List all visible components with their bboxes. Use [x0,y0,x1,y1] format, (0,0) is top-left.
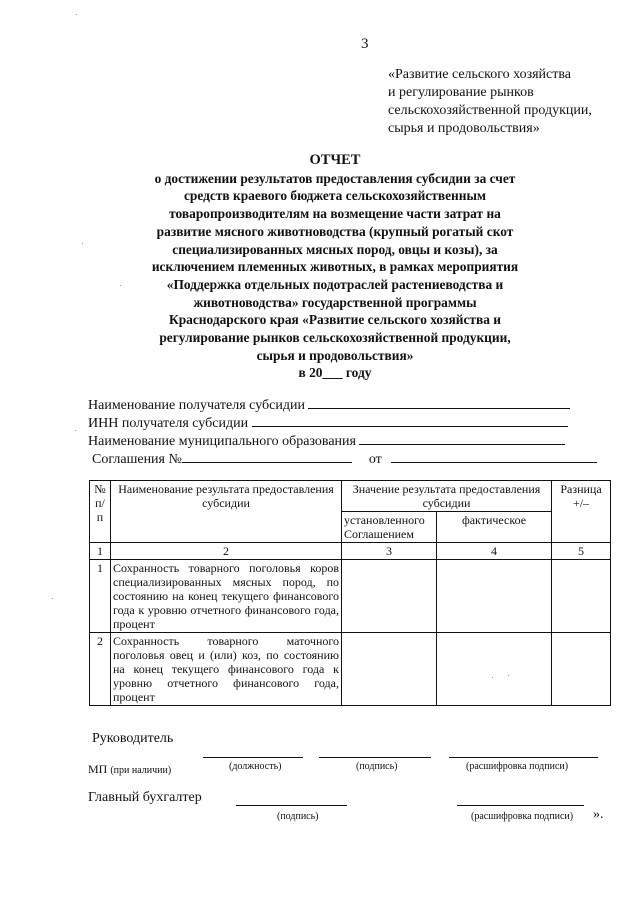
subtitle-line: «Поддержка отдельных подотраслей растениеводства и [166,276,504,292]
stamp-block [88,762,171,777]
municipality-row [88,431,597,449]
header-value: Значение результата предоставления субсидии [342,481,552,512]
header-result-name: Наименование результата предоставления субсидии [111,481,342,543]
decoding-caption: (расшифровка подписи) [466,761,569,772]
row-diff-cell[interactable] [552,633,611,706]
results-table [89,480,611,706]
column-number: 4 [437,543,552,560]
stamp-label: МП [88,762,108,776]
document-title: ОТЧЕТ [309,152,361,168]
subtitle-line: Краснодарского края «Развитие сельского хозяйства и [169,312,501,328]
scan-speck [120,285,121,286]
recipient-fields [88,395,597,467]
chief-accountant-label: Главный бухгалтер [88,790,202,805]
position-caption: (должность) [229,761,282,772]
column-number: 3 [342,543,437,560]
row-result-name: Сохранность товарного маточного поголовья овец и (или) коз, по состоянию на конец текущего финансового года к уровню отчетного финансового года, процент [111,633,342,706]
accountant-decoding-line[interactable] [457,805,584,806]
recipient-inn-row [88,413,597,431]
table-row [90,633,611,706]
header-planned: установленного Соглашением [342,512,437,543]
signature-caption: (подпись) [356,761,398,772]
column-number: 2 [111,543,342,560]
subtitle-line: средств краевого бюджета сельскохозяйственным [183,188,487,204]
decoding-line[interactable] [449,757,598,758]
row-actual-cell[interactable] [437,560,552,633]
recipient-inn-label: ИНН получателя субсидии [88,416,249,431]
row-actual-cell[interactable] [437,633,552,706]
header-actual: фактическое [437,512,552,543]
scan-speck [82,243,83,244]
scan-speck [75,430,76,431]
recipient-name-row [88,395,597,413]
recipient-name-blank[interactable] [308,395,570,409]
program-reference [388,66,592,138]
subtitle-line: исключением племенных животных, в рамках мероприятия [151,259,519,275]
accountant-signature-caption: (подпись) [277,811,319,822]
stamp-note: (при наличии) [110,765,172,776]
signature-line[interactable] [319,757,431,758]
row-diff-cell[interactable] [552,560,611,633]
agreement-date-blank[interactable] [391,449,597,463]
program-ref-line: сельскохозяйственной продукции, [388,103,592,118]
head-label: Руководитель [92,731,174,746]
year-line: в 20___ году [298,365,372,381]
agreement-row [88,449,597,467]
program-ref-line: «Развитие сельского хозяйства [388,67,572,82]
recipient-name-label: Наименование получателя субсидии [88,398,305,413]
agreement-number-blank[interactable] [182,449,352,463]
header-num: № п/п [90,481,111,543]
row-planned-cell[interactable] [342,633,437,706]
program-ref-line: и регулирование рынков [388,85,534,100]
scan-speck [508,675,509,676]
recipient-inn-blank[interactable] [252,413,568,427]
program-ref-line: сырья и продовольствия» [388,121,540,136]
row-planned-cell[interactable] [342,560,437,633]
scan-speck [76,14,77,15]
subtitle-line: животноводства» государственной программы [193,294,477,310]
agreement-label: Соглашения № [92,452,182,467]
row-result-name: Сохранность товарного поголовья коров специализированных мясных пород, по состоянию на конец текущего финансового года к уровню отчетного финансового года, процент [111,560,342,633]
row-num: 2 [90,633,111,706]
table-row [90,560,611,633]
subtitle-line: регулирование рынков сельскохозяйственной продукции, [159,330,511,346]
page-number: 3 [361,36,369,52]
municipality-label: Наименование муниципального образования [88,434,356,449]
subtitle-line: товаропроизводителям на возмещение части затрат на [169,206,501,222]
accountant-decoding-caption: (расшифровка подписи) [471,811,574,822]
scan-speck [52,598,53,599]
municipality-blank[interactable] [359,431,565,445]
subtitle-line: о достижении результатов предоставления субсидии за счет [154,170,516,186]
header-diff: Разница +/– [552,481,611,543]
scan-speck [492,677,493,678]
accountant-signature-line[interactable] [236,805,347,806]
closing-quote: ». [593,807,604,822]
subtitle-line: сырья и продовольствия» [256,347,414,363]
column-numbers-row [90,543,611,560]
subtitle-line: развитие мясного животноводства (крупный рогатый скот [156,223,514,239]
position-line[interactable] [203,757,303,758]
report-title-block [100,152,570,382]
column-number: 5 [552,543,611,560]
agreement-date-label: от [368,452,382,467]
row-num: 1 [90,560,111,633]
subtitle-line: специализированных мясных пород, овцы и козы), за [172,241,498,257]
column-number: 1 [90,543,111,560]
table-header-row [90,481,611,512]
